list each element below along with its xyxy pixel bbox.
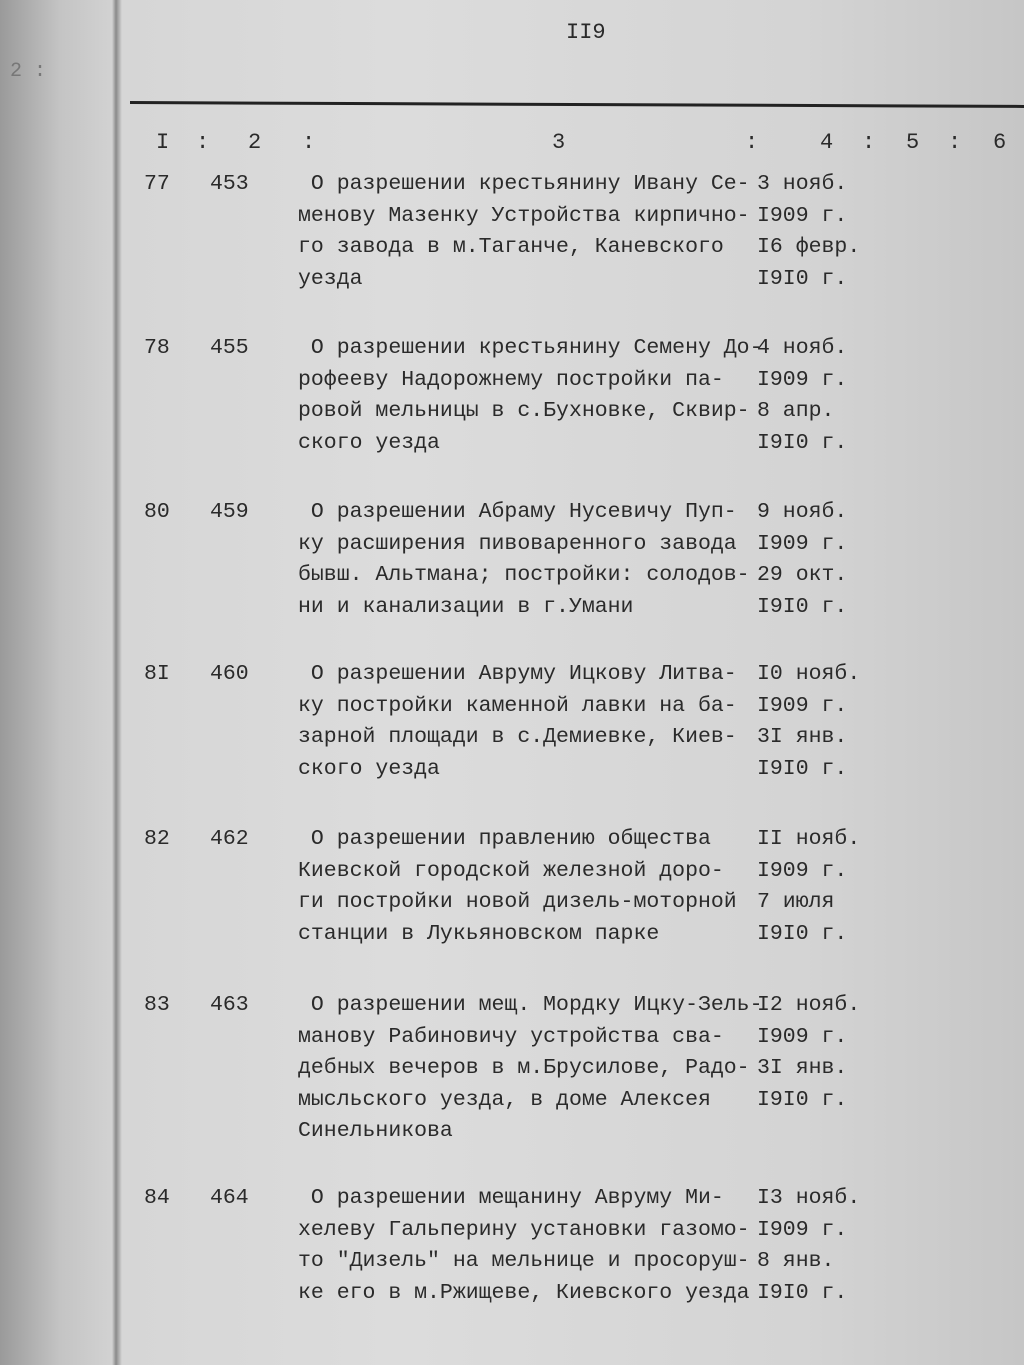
entry-text-line: го завода в м.Таганче, Каневского — [298, 235, 724, 259]
entry-number: 77 — [144, 172, 170, 196]
entry-code: 459 — [210, 500, 249, 524]
entry-date-line: I9I0 г. — [757, 1280, 848, 1305]
entry-date-line: I9I0 г. — [757, 266, 848, 291]
entry-code: 453 — [210, 172, 249, 196]
entry-text-line: ни и канализации в г.Умани — [298, 594, 634, 619]
entry-date-line: 3I янв. — [757, 725, 848, 749]
entry-text-line: манову Рабиновичу устройства сва- — [298, 1024, 724, 1049]
entry-code: 462 — [210, 827, 249, 851]
entry-date-line: 7 июля — [757, 890, 835, 914]
entry-text-line: О разрешении мещанину Авруму Ми- — [298, 1186, 724, 1210]
entry-date-line: I9I0 г. — [757, 756, 848, 781]
entry-date-line: 3I янв. — [757, 1056, 848, 1080]
entry-number: 8I — [144, 662, 170, 686]
entry-date-line: I909 г. — [757, 1217, 848, 1242]
previous-page-margin-mark: 2 : — [10, 60, 47, 83]
header-col-6: 6 — [993, 130, 1007, 155]
entry-text-line: ке его в м.Ржищеве, Киевского уезда — [298, 1280, 750, 1305]
entry-date-line: 9 нояб. — [757, 500, 848, 524]
header-rule — [130, 101, 1024, 108]
entry-text-line: уезда — [298, 266, 363, 291]
entry-date-line: 3 нояб. — [757, 172, 848, 196]
entry-text-line: О разрешении мещ. Мордку Ицку-Зель- — [298, 993, 763, 1017]
entry-date-line: 8 апр. — [757, 399, 835, 423]
entry-text-line: станции в Лукьяновском парке — [298, 921, 660, 946]
header-col-1: I — [156, 130, 170, 155]
entry-date-line: I2 нояб. — [757, 993, 861, 1017]
entry-date-line: I909 г. — [757, 367, 848, 392]
entry-text-line: ку постройки каменной лавки на ба- — [298, 693, 737, 718]
entry-date-line: I6 февр. — [757, 235, 861, 259]
entry-date-line: I909 г. — [757, 1024, 848, 1049]
entry-text-line: дебных вечеров в м.Брусилове, Радо- — [298, 1056, 750, 1080]
entry-date-line: I9I0 г. — [757, 430, 848, 455]
entry-date-line: 4 нояб. — [757, 336, 848, 360]
entry-text-line: О разрешении Авруму Ицкову Литва- — [298, 662, 737, 686]
entry-number: 80 — [144, 500, 170, 524]
entry-date-line: I9I0 г. — [757, 1087, 848, 1112]
entry-text-line: бывш. Альтмана; постройки: солодов- — [298, 563, 750, 587]
entry-date-line: I0 нояб. — [757, 662, 861, 686]
entry-number: 78 — [144, 336, 170, 360]
entry-text-line: О разрешении правлению общества — [298, 827, 711, 851]
entry-text-line: Киевской городской железной доро- — [298, 858, 724, 883]
entry-date-line: I909 г. — [757, 531, 848, 556]
entry-text-line: ровой мельницы в с.Бухновке, Сквир- — [298, 399, 750, 423]
header-col-5: 5 — [906, 130, 920, 155]
header-col-4: 4 — [820, 130, 834, 155]
entry-date-line: I3 нояб. — [757, 1186, 861, 1210]
entry-text-line: О разрешении крестьянину Ивану Се- — [298, 172, 750, 196]
entry-code: 464 — [210, 1186, 249, 1210]
entry-code: 455 — [210, 336, 249, 360]
entry-date-line: I909 г. — [757, 203, 848, 228]
entry-text-line: мысльского уезда, в доме Алексея — [298, 1087, 711, 1112]
entry-date-line: I9I0 г. — [757, 594, 848, 619]
entry-date-line: II нояб. — [757, 827, 861, 851]
entry-text-line: менову Мазенку Устройства кирпично- — [298, 203, 750, 228]
entry-text-line: ку расширения пивоваренного завода — [298, 531, 737, 556]
entry-text-line: ги постройки новой дизель-моторной — [298, 890, 737, 914]
entry-text-line: О разрешении Абраму Нусевичу Пуп- — [298, 500, 737, 524]
entry-text-line: Синельникова — [298, 1119, 453, 1143]
header-col-3: 3 — [552, 130, 566, 155]
entry-text-line: рофееву Надорожнему постройки па- — [298, 367, 724, 392]
entry-code: 460 — [210, 662, 249, 686]
entry-date-line: 29 окт. — [757, 563, 848, 587]
entry-text-line: О разрешении крестьянину Семену До- — [298, 336, 763, 360]
entry-date-line: I909 г. — [757, 693, 848, 718]
entry-date-line: 8 янв. — [757, 1249, 835, 1273]
entry-number: 82 — [144, 827, 170, 851]
entry-text-line: зарной площади в с.Демиевке, Киев- — [298, 725, 737, 749]
entry-code: 463 — [210, 993, 249, 1017]
entry-date-line: I9I0 г. — [757, 921, 848, 946]
header-col-2: 2 — [248, 130, 262, 155]
entry-text-line: ского уезда — [298, 430, 440, 455]
entry-number: 84 — [144, 1186, 170, 1210]
page-number: II9 — [566, 20, 606, 45]
entry-text-line: ского уезда — [298, 756, 440, 781]
entry-date-line: I909 г. — [757, 858, 848, 883]
entry-text-line: хелеву Гальперину установки газомо- — [298, 1217, 750, 1242]
entry-number: 83 — [144, 993, 170, 1017]
entry-text-line: то "Дизель" на мельнице и просоруш- — [298, 1249, 750, 1273]
